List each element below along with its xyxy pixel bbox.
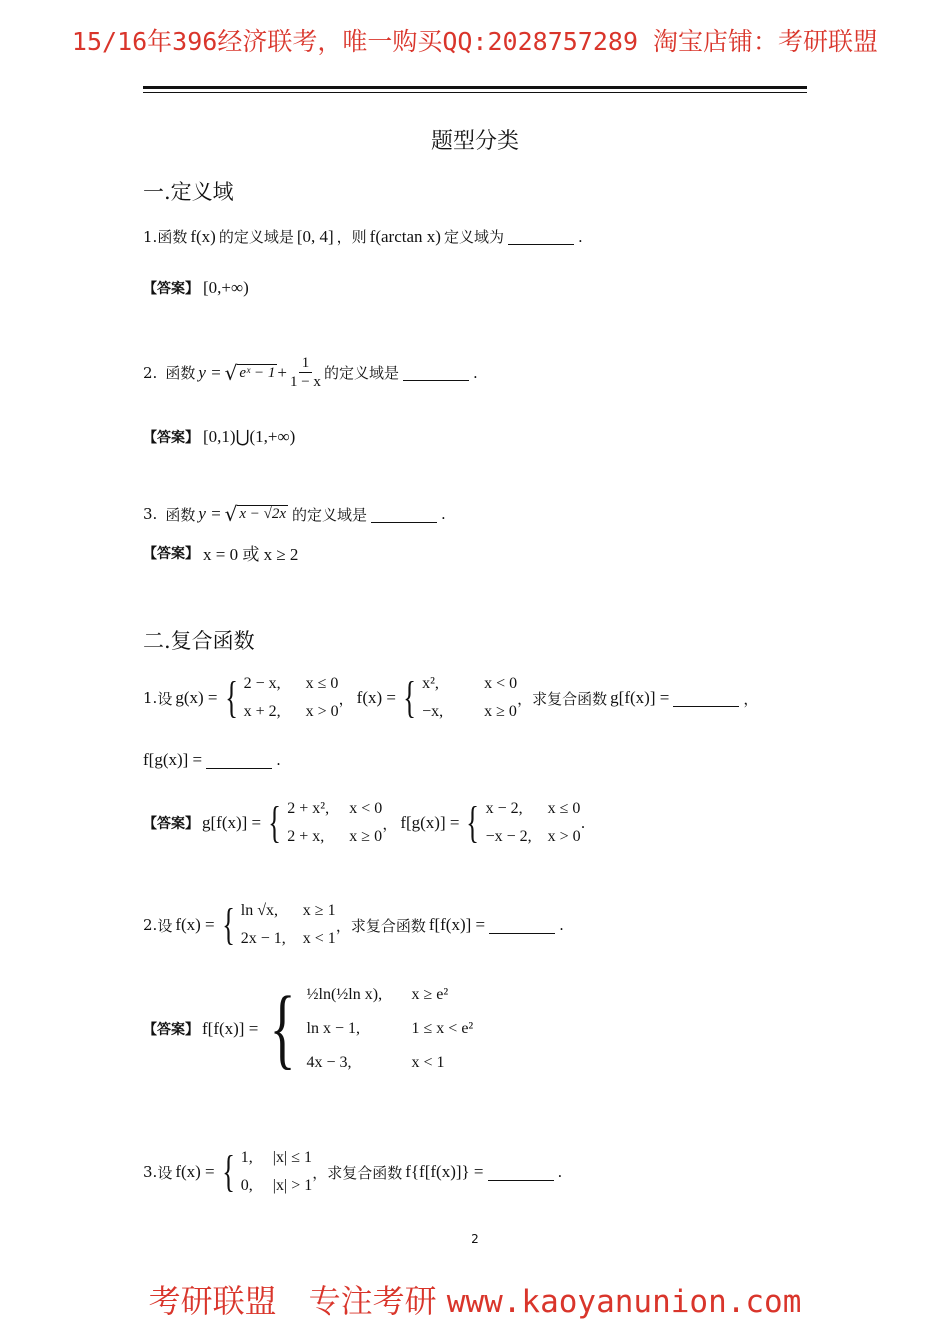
question-number: 2.	[143, 916, 158, 934]
question-text: 的定义域是	[323, 364, 399, 382]
question-end: .	[577, 227, 583, 246]
answer-blank	[206, 752, 272, 769]
denominator: 1 − x	[289, 374, 321, 390]
formula: f(x)	[190, 226, 216, 246]
answer-1	[143, 278, 249, 298]
left-brace-icon: {	[466, 798, 480, 847]
question-text: ，求复合函数	[517, 689, 608, 708]
question-text: 的定义域是	[218, 228, 294, 246]
separator: ，	[338, 689, 354, 708]
question-text: ，求复合函数	[335, 916, 426, 935]
answer-blank	[488, 1164, 554, 1181]
question-end: .	[557, 1163, 563, 1181]
separator: ，	[382, 814, 398, 833]
formula: g[f(x)] =	[202, 813, 262, 832]
header-rule-thick	[143, 86, 807, 89]
left-brace-icon: {	[221, 1147, 235, 1196]
question-1	[143, 226, 583, 247]
section-heading-domain: 一.定义域	[143, 180, 234, 204]
case-row: x + 2, x > 0	[243, 703, 339, 720]
formula: g(x) =	[175, 688, 218, 707]
formula: f[f(x)] =	[428, 915, 486, 934]
question-text: ，求复合函数	[312, 1163, 403, 1182]
question-end: .	[580, 814, 586, 832]
formula: g[f(x)] =	[610, 688, 670, 707]
formula: f{f[f(x)]} =	[405, 1162, 484, 1181]
piecewise	[218, 1144, 313, 1200]
question-text: 函数	[157, 228, 188, 246]
composite-answer-2	[143, 978, 473, 1080]
formula: eˣ − 1	[239, 364, 276, 381]
case-row: ln √x, x ≥ 1	[240, 902, 336, 919]
case-row: ln x − 1, 1 ≤ x < e²	[306, 1020, 474, 1037]
composite-question-1	[143, 670, 758, 726]
case-row: x², x < 0	[422, 675, 518, 692]
case-row: −x, x ≥ 0	[422, 703, 517, 720]
answer-value: [0,+∞)	[203, 278, 249, 297]
case-row: 2 + x², x < 0	[287, 800, 383, 817]
sqrt-sign-icon: √	[224, 502, 238, 526]
composite-answer-1	[143, 795, 585, 851]
formula: f(x) =	[175, 915, 215, 934]
answer-blank	[371, 506, 437, 523]
question-number: 1.	[143, 689, 158, 707]
question-end: ，	[743, 689, 759, 708]
formula: f(x) =	[175, 1162, 215, 1181]
answer-blank	[403, 364, 469, 381]
piecewise	[221, 670, 339, 726]
answer-tag: 【答案】	[143, 281, 199, 297]
formula: f(arctan x)	[369, 226, 441, 246]
left-brace-icon: {	[268, 798, 282, 847]
question-end: .	[472, 363, 478, 382]
answer-value: x = 0 或 x ≥ 2	[203, 545, 299, 564]
question-number: 2.	[143, 363, 158, 382]
composite-question-1-line2	[143, 750, 281, 770]
case-row: 2 + x, x ≥ 0	[287, 828, 383, 845]
case-row: 2x − 1, x < 1	[240, 930, 336, 947]
answer-value: [0,1)⋃(1,+∞)	[203, 427, 296, 446]
question-text: 设	[157, 1163, 173, 1182]
formula: x − √2x	[239, 506, 287, 522]
question-end: .	[276, 751, 281, 769]
case-row: 0, |x| > 1	[240, 1177, 313, 1194]
composite-question-3	[143, 1144, 562, 1200]
case-row: 2 − x, x ≤ 0	[243, 675, 339, 692]
question-number: 3.	[143, 505, 158, 523]
question-end: .	[559, 916, 564, 934]
question-text: 设	[157, 689, 173, 708]
case-row: ½ln(½ln x), x ≥ e²	[306, 986, 449, 1003]
answer-tag: 【答案】	[143, 430, 199, 446]
formula: y =	[198, 362, 222, 382]
answer-2	[143, 427, 295, 447]
formula: f[f(x)] =	[202, 1019, 259, 1038]
piecewise	[399, 670, 517, 726]
left-brace-icon: {	[403, 673, 416, 722]
formula: y =	[198, 504, 222, 523]
question-text: 定义域为	[443, 228, 504, 246]
formula: f[g(x)] =	[400, 813, 460, 832]
sqrt-sign-icon: √	[224, 360, 238, 385]
question-text: 设	[157, 916, 173, 935]
question-3	[143, 502, 446, 526]
answer-blank	[508, 228, 574, 245]
footer-banner	[0, 1276, 950, 1322]
fraction	[290, 354, 321, 391]
left-brace-icon: {	[269, 979, 296, 1078]
case-row: −x − 2, x > 0	[485, 828, 581, 845]
answer-tag: 【答案】	[143, 545, 199, 562]
piecewise	[261, 978, 473, 1080]
footer-text: 考研联盟 专注考研	[148, 1282, 437, 1320]
question-number: 3.	[143, 1163, 158, 1181]
formula: +	[277, 362, 287, 382]
case-row: 1, |x| ≤ 1	[240, 1149, 312, 1166]
formula: [0, 4]	[296, 226, 334, 246]
case-row: x − 2, x ≤ 0	[485, 800, 581, 817]
piecewise	[218, 897, 336, 953]
numerator: 1	[299, 354, 313, 373]
page-number: 2	[471, 1232, 479, 1246]
answer-blank	[673, 690, 739, 707]
case-row: 4x − 3, x < 1	[306, 1054, 445, 1071]
answer-tag: 【答案】	[143, 1022, 199, 1038]
answer-3	[143, 540, 298, 565]
header-rule-thin	[143, 92, 807, 93]
question-text: 函数	[165, 364, 196, 382]
piecewise	[264, 795, 382, 851]
question-text: 函数	[165, 505, 196, 524]
question-end: .	[441, 505, 446, 523]
footer-url[interactable]: www.kaoyanunion.com	[446, 1284, 802, 1320]
piecewise	[462, 795, 580, 851]
question-text: ，则	[336, 228, 367, 246]
answer-tag: 【答案】	[143, 816, 199, 832]
question-text: 的定义域是	[292, 505, 368, 524]
formula: f(x) =	[356, 688, 396, 707]
left-brace-icon: {	[224, 673, 238, 722]
answer-blank	[489, 917, 555, 934]
left-brace-icon: {	[221, 900, 235, 949]
section-heading-composite: 二.复合函数	[143, 629, 255, 653]
header-banner: 15/16年396经济联考，唯一购买QQ:2028757289 淘宝店铺：考研联盟	[71, 27, 879, 56]
formula: f[g(x)] =	[143, 750, 203, 769]
question-number: 1.	[143, 227, 158, 246]
composite-question-2	[143, 897, 564, 953]
page-title: 题型分类	[430, 129, 519, 154]
question-2	[143, 354, 478, 391]
